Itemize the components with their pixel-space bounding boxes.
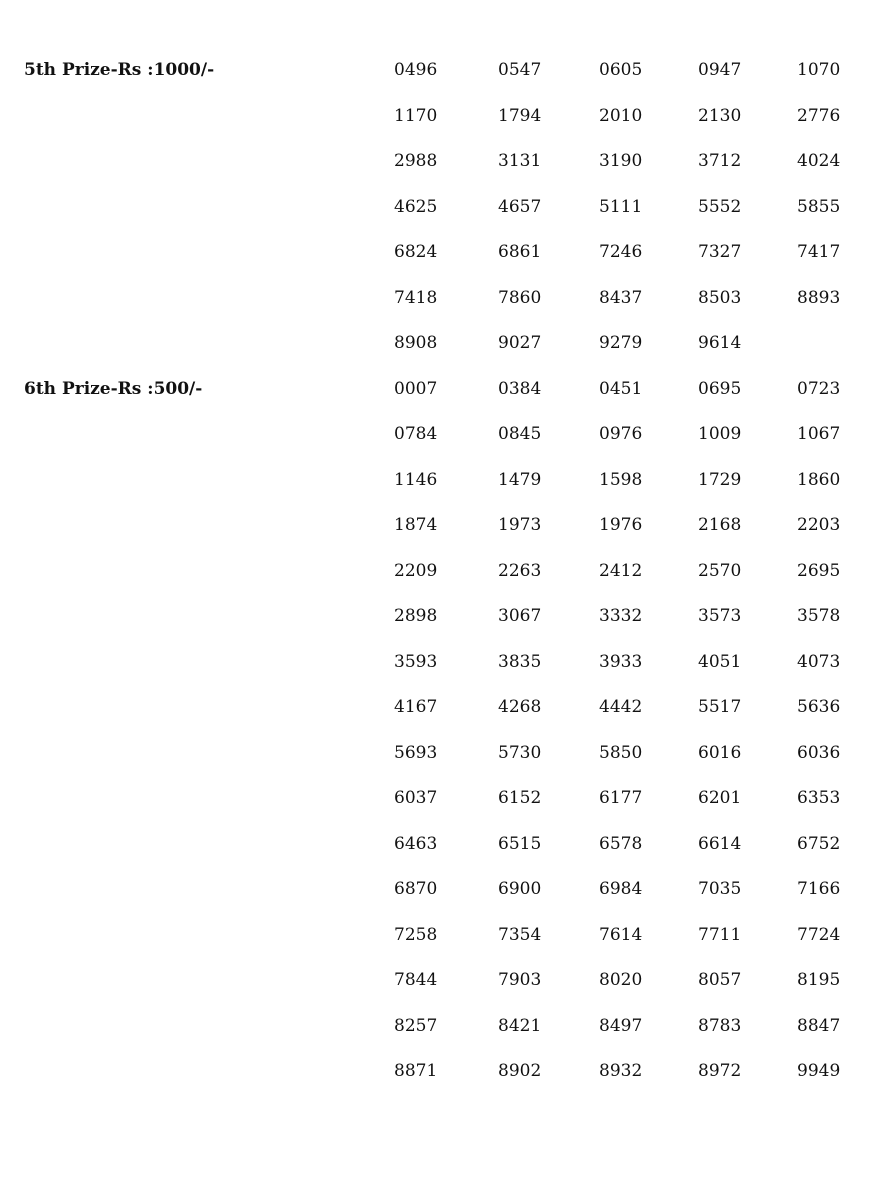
prize-number: 5111 [599, 196, 643, 217]
number-row [394, 241, 854, 263]
number-row [394, 423, 854, 445]
prize-number: 0547 [498, 60, 542, 80]
prize-number: 7903 [498, 970, 542, 990]
prize-number: 8497 [599, 1015, 643, 1036]
prize-number: 1874 [394, 515, 438, 535]
prize-number: 4657 [498, 196, 542, 217]
number-row [394, 196, 854, 218]
prize-number: 8195 [797, 970, 841, 990]
prize-number: 5730 [498, 742, 542, 763]
number-row [394, 59, 854, 81]
prize-number: 6036 [797, 742, 841, 763]
prize-number: 3593 [394, 651, 438, 672]
prize-number: 7614 [599, 924, 643, 945]
prize-number: 6578 [599, 833, 643, 854]
prize-number: 0451 [599, 378, 643, 399]
prize-number: 3190 [599, 151, 643, 171]
prize-number: 1729 [698, 469, 742, 490]
prize-label: 6th Prize-Rs :500/- [24, 378, 203, 399]
prize-number: 8257 [394, 1015, 438, 1036]
prize-number: 0784 [394, 424, 438, 444]
prize-number: 4442 [599, 697, 643, 717]
prize-number: 3712 [698, 151, 742, 171]
prize-number: 2203 [797, 515, 841, 535]
prize-number: 1067 [797, 424, 841, 444]
prize-number: 5850 [599, 742, 643, 763]
prize-number: 2988 [394, 151, 438, 171]
prize-number: 8893 [797, 287, 841, 308]
number-row [394, 1060, 854, 1082]
prize-number: 5636 [797, 697, 841, 717]
prize-number: 1070 [797, 60, 841, 80]
prize-number: 9027 [498, 333, 542, 353]
prize-number: 8783 [698, 1015, 742, 1036]
prize-number: 6861 [498, 242, 542, 262]
prize-number: 9614 [698, 333, 742, 353]
number-row [394, 105, 854, 127]
number-row [394, 787, 854, 809]
prize-number: 4051 [698, 651, 742, 672]
prize-number: 8421 [498, 1015, 542, 1036]
prize-number: 8932 [599, 1061, 643, 1081]
prize-number: 1598 [599, 469, 643, 490]
prize-number: 8057 [698, 970, 742, 990]
prize-number: 8437 [599, 287, 643, 308]
prize-number: 6984 [599, 879, 643, 899]
prize-number: 5517 [698, 697, 742, 717]
prize-number: 1146 [394, 469, 438, 490]
prize-number: 0384 [498, 378, 542, 399]
prize-number: 7166 [797, 879, 841, 899]
prize-number: 5552 [698, 196, 742, 217]
number-row [394, 696, 854, 718]
prize-number: 2010 [599, 105, 643, 126]
number-row [394, 969, 854, 991]
prize-number: 1170 [394, 105, 438, 126]
prize-number: 7844 [394, 970, 438, 990]
number-row [394, 514, 854, 536]
prize-number: 2263 [498, 560, 542, 581]
prize-number: 6201 [698, 788, 742, 808]
number-row [394, 150, 854, 172]
prize-number: 2898 [394, 606, 438, 626]
prize-label: 5th Prize-Rs :1000/- [24, 60, 215, 80]
prize-number: 9279 [599, 333, 643, 353]
prize-number: 1479 [498, 469, 542, 490]
prize-number: 2168 [698, 515, 742, 535]
prize-number: 6870 [394, 879, 438, 899]
prize-number: 6016 [698, 742, 742, 763]
prize-number: 0605 [599, 60, 643, 80]
prize-number: 7724 [797, 924, 841, 945]
prize-number: 4625 [394, 196, 438, 217]
prize-number: 3578 [797, 606, 841, 626]
prize-number: 7258 [394, 924, 438, 945]
prize-number: 0007 [394, 378, 438, 399]
prize-number: 8020 [599, 970, 643, 990]
prize-number: 2412 [599, 560, 643, 581]
prize-number: 4167 [394, 697, 438, 717]
prize-number: 8503 [698, 287, 742, 308]
prize-number: 8847 [797, 1015, 841, 1036]
prize-number: 1794 [498, 105, 542, 126]
prize-number: 3933 [599, 651, 643, 672]
number-row [394, 287, 854, 309]
prize-number: 6824 [394, 242, 438, 262]
prize-number: 7035 [698, 879, 742, 899]
prize-number: 6037 [394, 788, 438, 808]
prize-number: 5855 [797, 196, 841, 217]
prize-number: 2776 [797, 105, 841, 126]
prize-number: 8871 [394, 1061, 438, 1081]
prize-number: 2695 [797, 560, 841, 581]
prize-number: 7246 [599, 242, 643, 262]
prize-number: 0496 [394, 60, 438, 80]
prize-number: 6177 [599, 788, 643, 808]
prize-number: 1973 [498, 515, 542, 535]
prize-number: 7327 [698, 242, 742, 262]
prize-number: 3131 [498, 151, 542, 171]
number-row [394, 560, 854, 582]
prize-number: 3573 [698, 606, 742, 626]
prize-number: 3835 [498, 651, 542, 672]
prize-number: 0976 [599, 424, 643, 444]
prize-number: 7418 [394, 287, 438, 308]
number-row [394, 924, 854, 946]
prize-number: 6752 [797, 833, 841, 854]
prize-number: 6614 [698, 833, 742, 854]
prize-number: 8972 [698, 1061, 742, 1081]
number-row [394, 469, 854, 491]
number-row [394, 605, 854, 627]
prize-number: 7417 [797, 242, 841, 262]
prize-number: 2570 [698, 560, 742, 581]
number-row [394, 1015, 854, 1037]
prize-number: 2130 [698, 105, 742, 126]
prize-number: 0723 [797, 378, 841, 399]
prize-number: 6515 [498, 833, 542, 854]
prize-number: 3332 [599, 606, 643, 626]
prize-number: 1976 [599, 515, 643, 535]
number-row [394, 378, 854, 400]
number-row [394, 332, 854, 354]
prize-number: 4073 [797, 651, 841, 672]
prize-number: 6463 [394, 833, 438, 854]
prize-number: 1009 [698, 424, 742, 444]
prize-number: 0845 [498, 424, 542, 444]
prize-number: 0695 [698, 378, 742, 399]
prize-number: 9949 [797, 1061, 841, 1081]
prize-number: 2209 [394, 560, 438, 581]
prize-number: 6900 [498, 879, 542, 899]
prize-number: 0947 [698, 60, 742, 80]
prize-number: 5693 [394, 742, 438, 763]
prize-number: 3067 [498, 606, 542, 626]
number-row [394, 878, 854, 900]
prize-number: 4024 [797, 151, 841, 171]
number-row [394, 742, 854, 764]
prize-number: 7860 [498, 287, 542, 308]
prize-number: 7711 [698, 924, 742, 945]
number-row [394, 833, 854, 855]
prize-number: 8908 [394, 333, 438, 353]
prize-number: 1860 [797, 469, 841, 490]
prize-number: 6152 [498, 788, 542, 808]
prize-number: 4268 [498, 697, 542, 717]
number-row [394, 651, 854, 673]
prize-number: 6353 [797, 788, 841, 808]
prize-number: 7354 [498, 924, 542, 945]
prize-number: 8902 [498, 1061, 542, 1081]
